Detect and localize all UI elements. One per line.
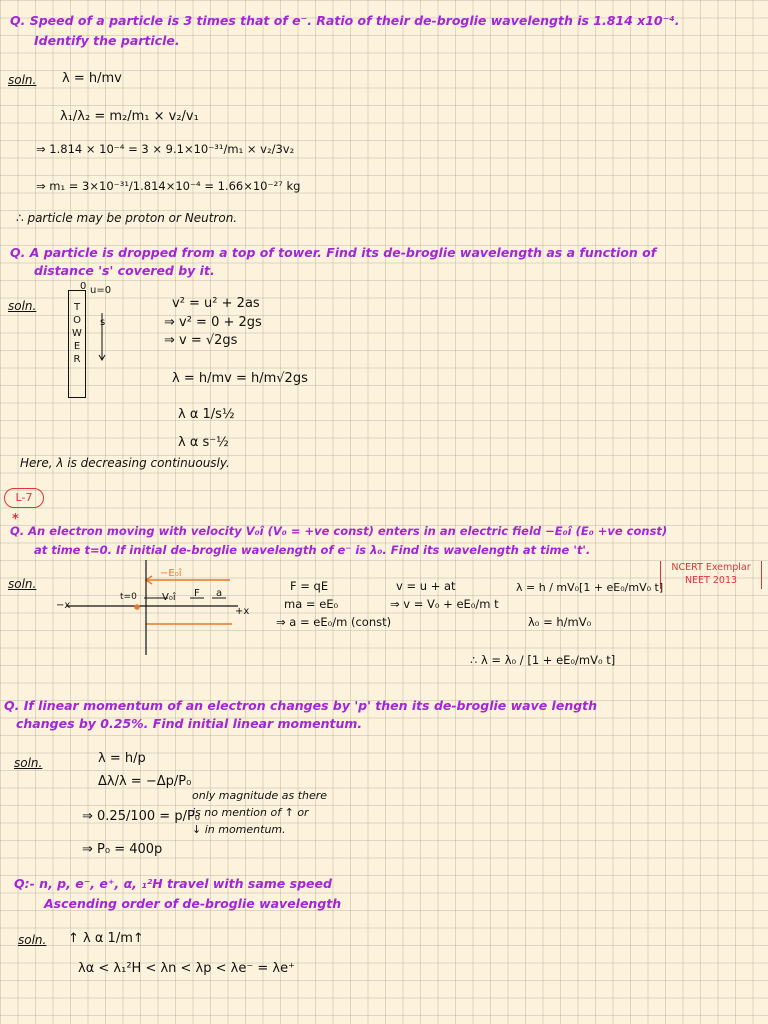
q5-eq2: λα < λ₁²H < λn < λp < λe⁻ = λe⁺ [78, 961, 295, 976]
q3-force-eq1: F = qE [290, 579, 329, 593]
q4-note-line1: only magnitude as there [192, 789, 328, 802]
q4-note-line2: is no mention of ↑ or [192, 806, 309, 819]
q1-eq1: λ = h/mv [62, 71, 122, 86]
q3-question-line1: Q. An electron moving with velocity V₀î (V₀ = +ve const) enters in an electric field −E₀î (E₀ +ve const) [10, 524, 668, 538]
q1-question-line1: Q. Speed of a particle is 3 times that of e⁻. Ratio of their de-broglie wavelength is 1.814 x10⁻⁴. [10, 13, 680, 28]
q4-eq1: λ = h/p [98, 751, 146, 766]
q3-result: ∴ λ = λ₀ / [1 + eE₀/mV₀ t] [470, 653, 616, 667]
q2-question-line1: Q. A particle is dropped from a top of tower. Find its de-broglie wavelength as a function of [10, 245, 657, 260]
q1-eq2: λ₁/λ₂ = m₂/m₁ × v₂/v₁ [60, 109, 199, 124]
axis-neg-x: −x [56, 600, 71, 611]
q1-conclusion: ∴ particle may be proton or Neutron. [16, 211, 238, 225]
star-mark: * [12, 512, 19, 527]
q4-eq3: ⇒ 0.25/100 = p/P₀ [82, 809, 201, 824]
q4-soln-label: soln. [14, 756, 43, 770]
q4-question-line1: Q. If linear momentum of an electron changes by 'p' then its de-broglie wave length [4, 698, 598, 713]
q3-lambda-eq1: λ = h / mV₀[1 + eE₀/mV₀ t] [516, 581, 664, 594]
v-label: V₀î [162, 592, 176, 603]
tower-letter: E [73, 341, 81, 352]
q3-question-line2: at time t=0. If initial de-broglie wavelength of e⁻ is λ₀. Find its wavelength at time 't'. [34, 543, 591, 557]
q2-soln-label: soln. [8, 299, 37, 313]
q2-conclusion: Here, λ is decreasing continuously. [20, 456, 230, 470]
q2-eq4: λ = h/mv = h/m√2gs [172, 371, 308, 386]
tower-letter: R [73, 354, 81, 365]
tower-top-label: 0 [80, 281, 87, 292]
q3-soln-label: soln. [8, 577, 37, 591]
t0-label: t=0 [120, 592, 137, 602]
q2-eq2: ⇒ v² = 0 + 2gs [164, 315, 262, 330]
q3-lambda-eq2: λ₀ = h/mV₀ [528, 615, 592, 629]
q5-question-line1: Q:- n, p, e⁻, e⁺, α, ₁²H travel with same speed [14, 876, 332, 891]
q2-eq1: v² = u² + 2as [172, 296, 260, 311]
tower-s-label: s [100, 317, 106, 328]
tower-u-label: u=0 [90, 285, 112, 296]
tower-letter: T [73, 302, 81, 313]
reference-line: NCERT Exemplar [671, 562, 751, 573]
q4-question-line2: changes by 0.25%. Find initial linear momentum. [16, 716, 363, 731]
q5-eq1: ↑ λ α 1/m↑ [68, 931, 144, 946]
axis-pos-x: +x [235, 606, 250, 617]
q1-eq4: ⇒ m₁ = 3×10⁻³¹/1.814×10⁻⁴ = 1.66×10⁻²⁷ kg [36, 179, 301, 193]
q3-vel-eq2: ⇒ v = V₀ + eE₀/m t [390, 597, 499, 611]
lecture-tag: L-7 [4, 488, 44, 508]
q1-question-line2: Identify the particle. [34, 33, 180, 48]
tower-letter: W [72, 328, 82, 339]
f-label: F [194, 588, 200, 599]
q2-eq3: ⇒ v = √2gs [164, 333, 238, 348]
q3-force-eq2: ma = eE₀ [284, 597, 339, 611]
q1-eq3: ⇒ 1.814 × 10⁻⁴ = 3 × 9.1×10⁻³¹/m₁ × v₂/3v₂ [36, 142, 295, 156]
reference-line: NEET 2013 [684, 575, 738, 586]
q5-soln-label: soln. [18, 933, 47, 947]
q4-eq4: ⇒ P₀ = 400p [82, 842, 163, 857]
q2-eq6: λ α s⁻½ [178, 435, 229, 450]
q2-question-line2: distance 's' covered by it. [34, 263, 215, 278]
field-label: −E₀î [160, 568, 182, 579]
q4-eq2: Δλ/λ = −Δp/P₀ [98, 774, 192, 789]
a-label: a [216, 588, 223, 599]
q5-question-line2: Ascending order of de-broglie wavelength [44, 896, 342, 911]
q4-note-line3: ↓ in momentum. [192, 823, 286, 836]
electron-dot [134, 604, 140, 610]
q2-eq5: λ α 1/s½ [178, 407, 235, 422]
q3-force-eq3: ⇒ a = eE₀/m (const) [276, 615, 392, 629]
tower-letter: O [73, 315, 81, 326]
q1-soln-label: soln. [8, 73, 37, 87]
q3-vel-eq1: v = u + at [396, 579, 456, 593]
